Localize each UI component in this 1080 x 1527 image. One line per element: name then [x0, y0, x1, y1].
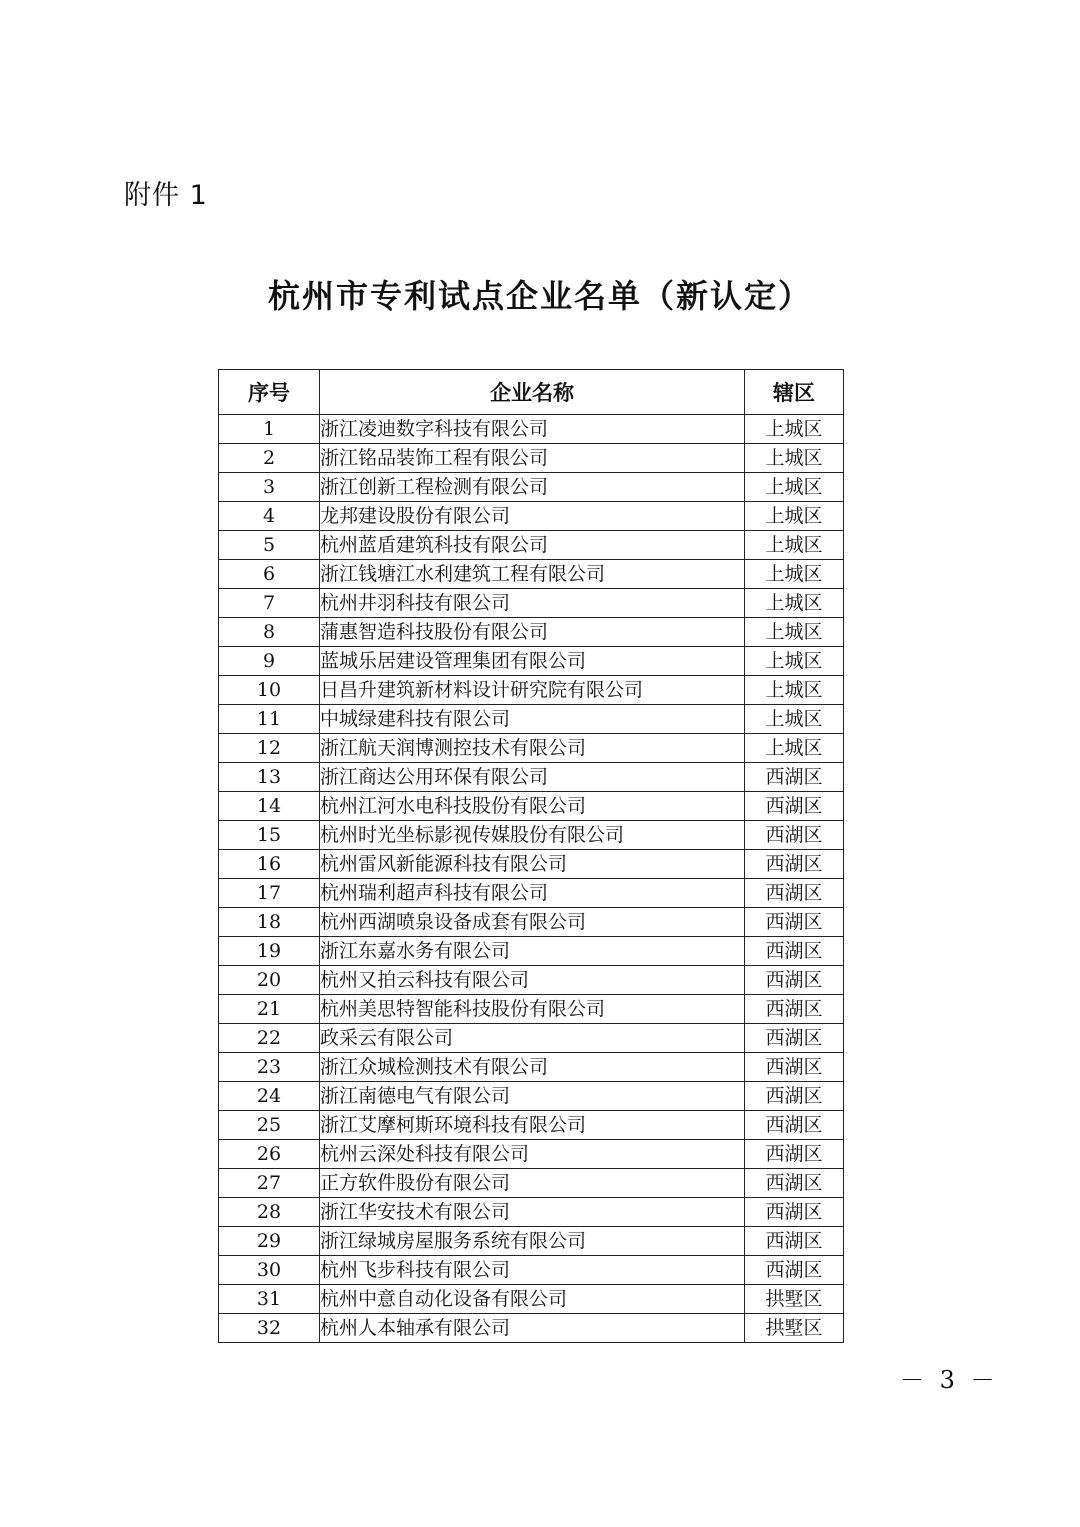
cell-no: 19	[219, 937, 320, 966]
cell-no: 12	[219, 734, 320, 763]
cell-district: 西湖区	[745, 1053, 844, 1082]
cell-district: 西湖区	[745, 995, 844, 1024]
cell-name: 浙江铭品装饰工程有限公司	[320, 444, 745, 473]
cell-name: 浙江华安技术有限公司	[320, 1198, 745, 1227]
cell-name: 杭州中意自动化设备有限公司	[320, 1285, 745, 1314]
cell-name: 浙江钱塘江水利建筑工程有限公司	[320, 560, 745, 589]
cell-no: 3	[219, 473, 320, 502]
cell-no: 2	[219, 444, 320, 473]
cell-district: 上城区	[745, 560, 844, 589]
cell-no: 30	[219, 1256, 320, 1285]
cell-no: 17	[219, 879, 320, 908]
table-row	[219, 1314, 844, 1343]
cell-no: 26	[219, 1140, 320, 1169]
table-row	[219, 995, 844, 1024]
table-row	[219, 1227, 844, 1256]
cell-district: 上城区	[745, 734, 844, 763]
table-row	[219, 415, 844, 444]
cell-no: 4	[219, 502, 320, 531]
cell-district: 西湖区	[745, 1227, 844, 1256]
cell-district: 西湖区	[745, 1024, 844, 1053]
cell-name: 蓝城乐居建设管理集团有限公司	[320, 647, 745, 676]
cell-name: 杭州飞步科技有限公司	[320, 1256, 745, 1285]
table-row	[219, 647, 844, 676]
cell-name: 杭州井羽科技有限公司	[320, 589, 745, 618]
table-row	[219, 937, 844, 966]
cell-name: 政采云有限公司	[320, 1024, 745, 1053]
table-row	[219, 676, 844, 705]
cell-name: 浙江众城检测技术有限公司	[320, 1053, 745, 1082]
table-row	[219, 618, 844, 647]
document-title: 杭州市专利试点企业名单（新认定）	[267, 277, 812, 315]
table-row	[219, 1111, 844, 1140]
cell-no: 18	[219, 908, 320, 937]
cell-no: 21	[219, 995, 320, 1024]
cell-district: 西湖区	[745, 1198, 844, 1227]
cell-name: 杭州云深处科技有限公司	[320, 1140, 745, 1169]
cell-name: 杭州瑞利超声科技有限公司	[320, 879, 745, 908]
cell-name: 杭州美思特智能科技股份有限公司	[320, 995, 745, 1024]
cell-name: 浙江商达公用环保有限公司	[320, 763, 745, 792]
cell-no: 20	[219, 966, 320, 995]
cell-district: 西湖区	[745, 937, 844, 966]
cell-name: 龙邦建设股份有限公司	[320, 502, 745, 531]
table-header-row	[219, 370, 844, 415]
cell-district: 上城区	[745, 676, 844, 705]
cell-district: 西湖区	[745, 1111, 844, 1140]
cell-district: 西湖区	[745, 821, 844, 850]
cell-district: 西湖区	[745, 879, 844, 908]
table-row	[219, 966, 844, 995]
cell-district: 西湖区	[745, 792, 844, 821]
table-row	[219, 560, 844, 589]
cell-name: 浙江绿城房屋服务系统有限公司	[320, 1227, 745, 1256]
cell-name: 杭州又拍云科技有限公司	[320, 966, 745, 995]
cell-no: 31	[219, 1285, 320, 1314]
cell-district: 西湖区	[745, 1256, 844, 1285]
header-name: 企业名称	[320, 370, 745, 415]
cell-no: 10	[219, 676, 320, 705]
cell-no: 29	[219, 1227, 320, 1256]
enterprise-table	[218, 369, 844, 1343]
cell-district: 西湖区	[745, 1169, 844, 1198]
table-row	[219, 1053, 844, 1082]
table-row	[219, 1256, 844, 1285]
cell-name: 浙江创新工程检测有限公司	[320, 473, 745, 502]
cell-no: 6	[219, 560, 320, 589]
table-row	[219, 705, 844, 734]
table-row	[219, 1169, 844, 1198]
cell-name: 杭州时光坐标影视传媒股份有限公司	[320, 821, 745, 850]
cell-district: 拱墅区	[745, 1314, 844, 1343]
cell-no: 11	[219, 705, 320, 734]
cell-name: 浙江凌迪数字科技有限公司	[320, 415, 745, 444]
cell-name: 杭州人本轴承有限公司	[320, 1314, 745, 1343]
cell-district: 上城区	[745, 589, 844, 618]
table-row	[219, 879, 844, 908]
cell-name: 杭州蓝盾建筑科技有限公司	[320, 531, 745, 560]
cell-no: 13	[219, 763, 320, 792]
cell-name: 杭州雷风新能源科技有限公司	[320, 850, 745, 879]
attachment-label: 附件 1	[124, 180, 208, 211]
cell-no: 14	[219, 792, 320, 821]
cell-no: 5	[219, 531, 320, 560]
table-row	[219, 763, 844, 792]
page-number: － 3 －	[900, 1366, 999, 1394]
cell-no: 1	[219, 415, 320, 444]
cell-district: 上城区	[745, 415, 844, 444]
table-row	[219, 1285, 844, 1314]
table-row	[219, 1198, 844, 1227]
cell-name: 日昌升建筑新材料设计研究院有限公司	[320, 676, 745, 705]
cell-district: 上城区	[745, 502, 844, 531]
table-row	[219, 589, 844, 618]
table-row	[219, 473, 844, 502]
cell-no: 28	[219, 1198, 320, 1227]
cell-name: 浙江南德电气有限公司	[320, 1082, 745, 1111]
cell-district: 上城区	[745, 647, 844, 676]
table-body	[219, 415, 844, 1343]
table-row	[219, 908, 844, 937]
table-row	[219, 821, 844, 850]
table-row	[219, 444, 844, 473]
cell-district: 西湖区	[745, 1082, 844, 1111]
cell-no: 15	[219, 821, 320, 850]
cell-no: 27	[219, 1169, 320, 1198]
header-district: 辖区	[745, 370, 844, 415]
cell-no: 32	[219, 1314, 320, 1343]
table-row	[219, 734, 844, 763]
table-row	[219, 850, 844, 879]
cell-no: 22	[219, 1024, 320, 1053]
cell-district: 上城区	[745, 531, 844, 560]
table-row	[219, 1024, 844, 1053]
cell-name: 中城绿建科技有限公司	[320, 705, 745, 734]
cell-district: 西湖区	[745, 1140, 844, 1169]
cell-no: 24	[219, 1082, 320, 1111]
cell-district: 西湖区	[745, 850, 844, 879]
cell-no: 16	[219, 850, 320, 879]
cell-district: 西湖区	[745, 763, 844, 792]
cell-no: 7	[219, 589, 320, 618]
cell-name: 蒲惠智造科技股份有限公司	[320, 618, 745, 647]
cell-name: 浙江东嘉水务有限公司	[320, 937, 745, 966]
cell-name: 浙江航天润博测控技术有限公司	[320, 734, 745, 763]
table-row	[219, 502, 844, 531]
cell-district: 上城区	[745, 705, 844, 734]
cell-name: 杭州西湖喷泉设备成套有限公司	[320, 908, 745, 937]
table-row	[219, 1082, 844, 1111]
cell-no: 9	[219, 647, 320, 676]
table-row	[219, 1140, 844, 1169]
cell-district: 西湖区	[745, 966, 844, 995]
cell-name: 正方软件股份有限公司	[320, 1169, 745, 1198]
cell-no: 8	[219, 618, 320, 647]
cell-name: 杭州江河水电科技股份有限公司	[320, 792, 745, 821]
cell-district: 上城区	[745, 473, 844, 502]
cell-district: 西湖区	[745, 908, 844, 937]
header-no: 序号	[219, 370, 320, 415]
cell-district: 拱墅区	[745, 1285, 844, 1314]
cell-district: 上城区	[745, 444, 844, 473]
cell-district: 上城区	[745, 618, 844, 647]
table-row	[219, 792, 844, 821]
cell-name: 浙江艾摩柯斯环境科技有限公司	[320, 1111, 745, 1140]
cell-no: 25	[219, 1111, 320, 1140]
cell-no: 23	[219, 1053, 320, 1082]
table-row	[219, 531, 844, 560]
